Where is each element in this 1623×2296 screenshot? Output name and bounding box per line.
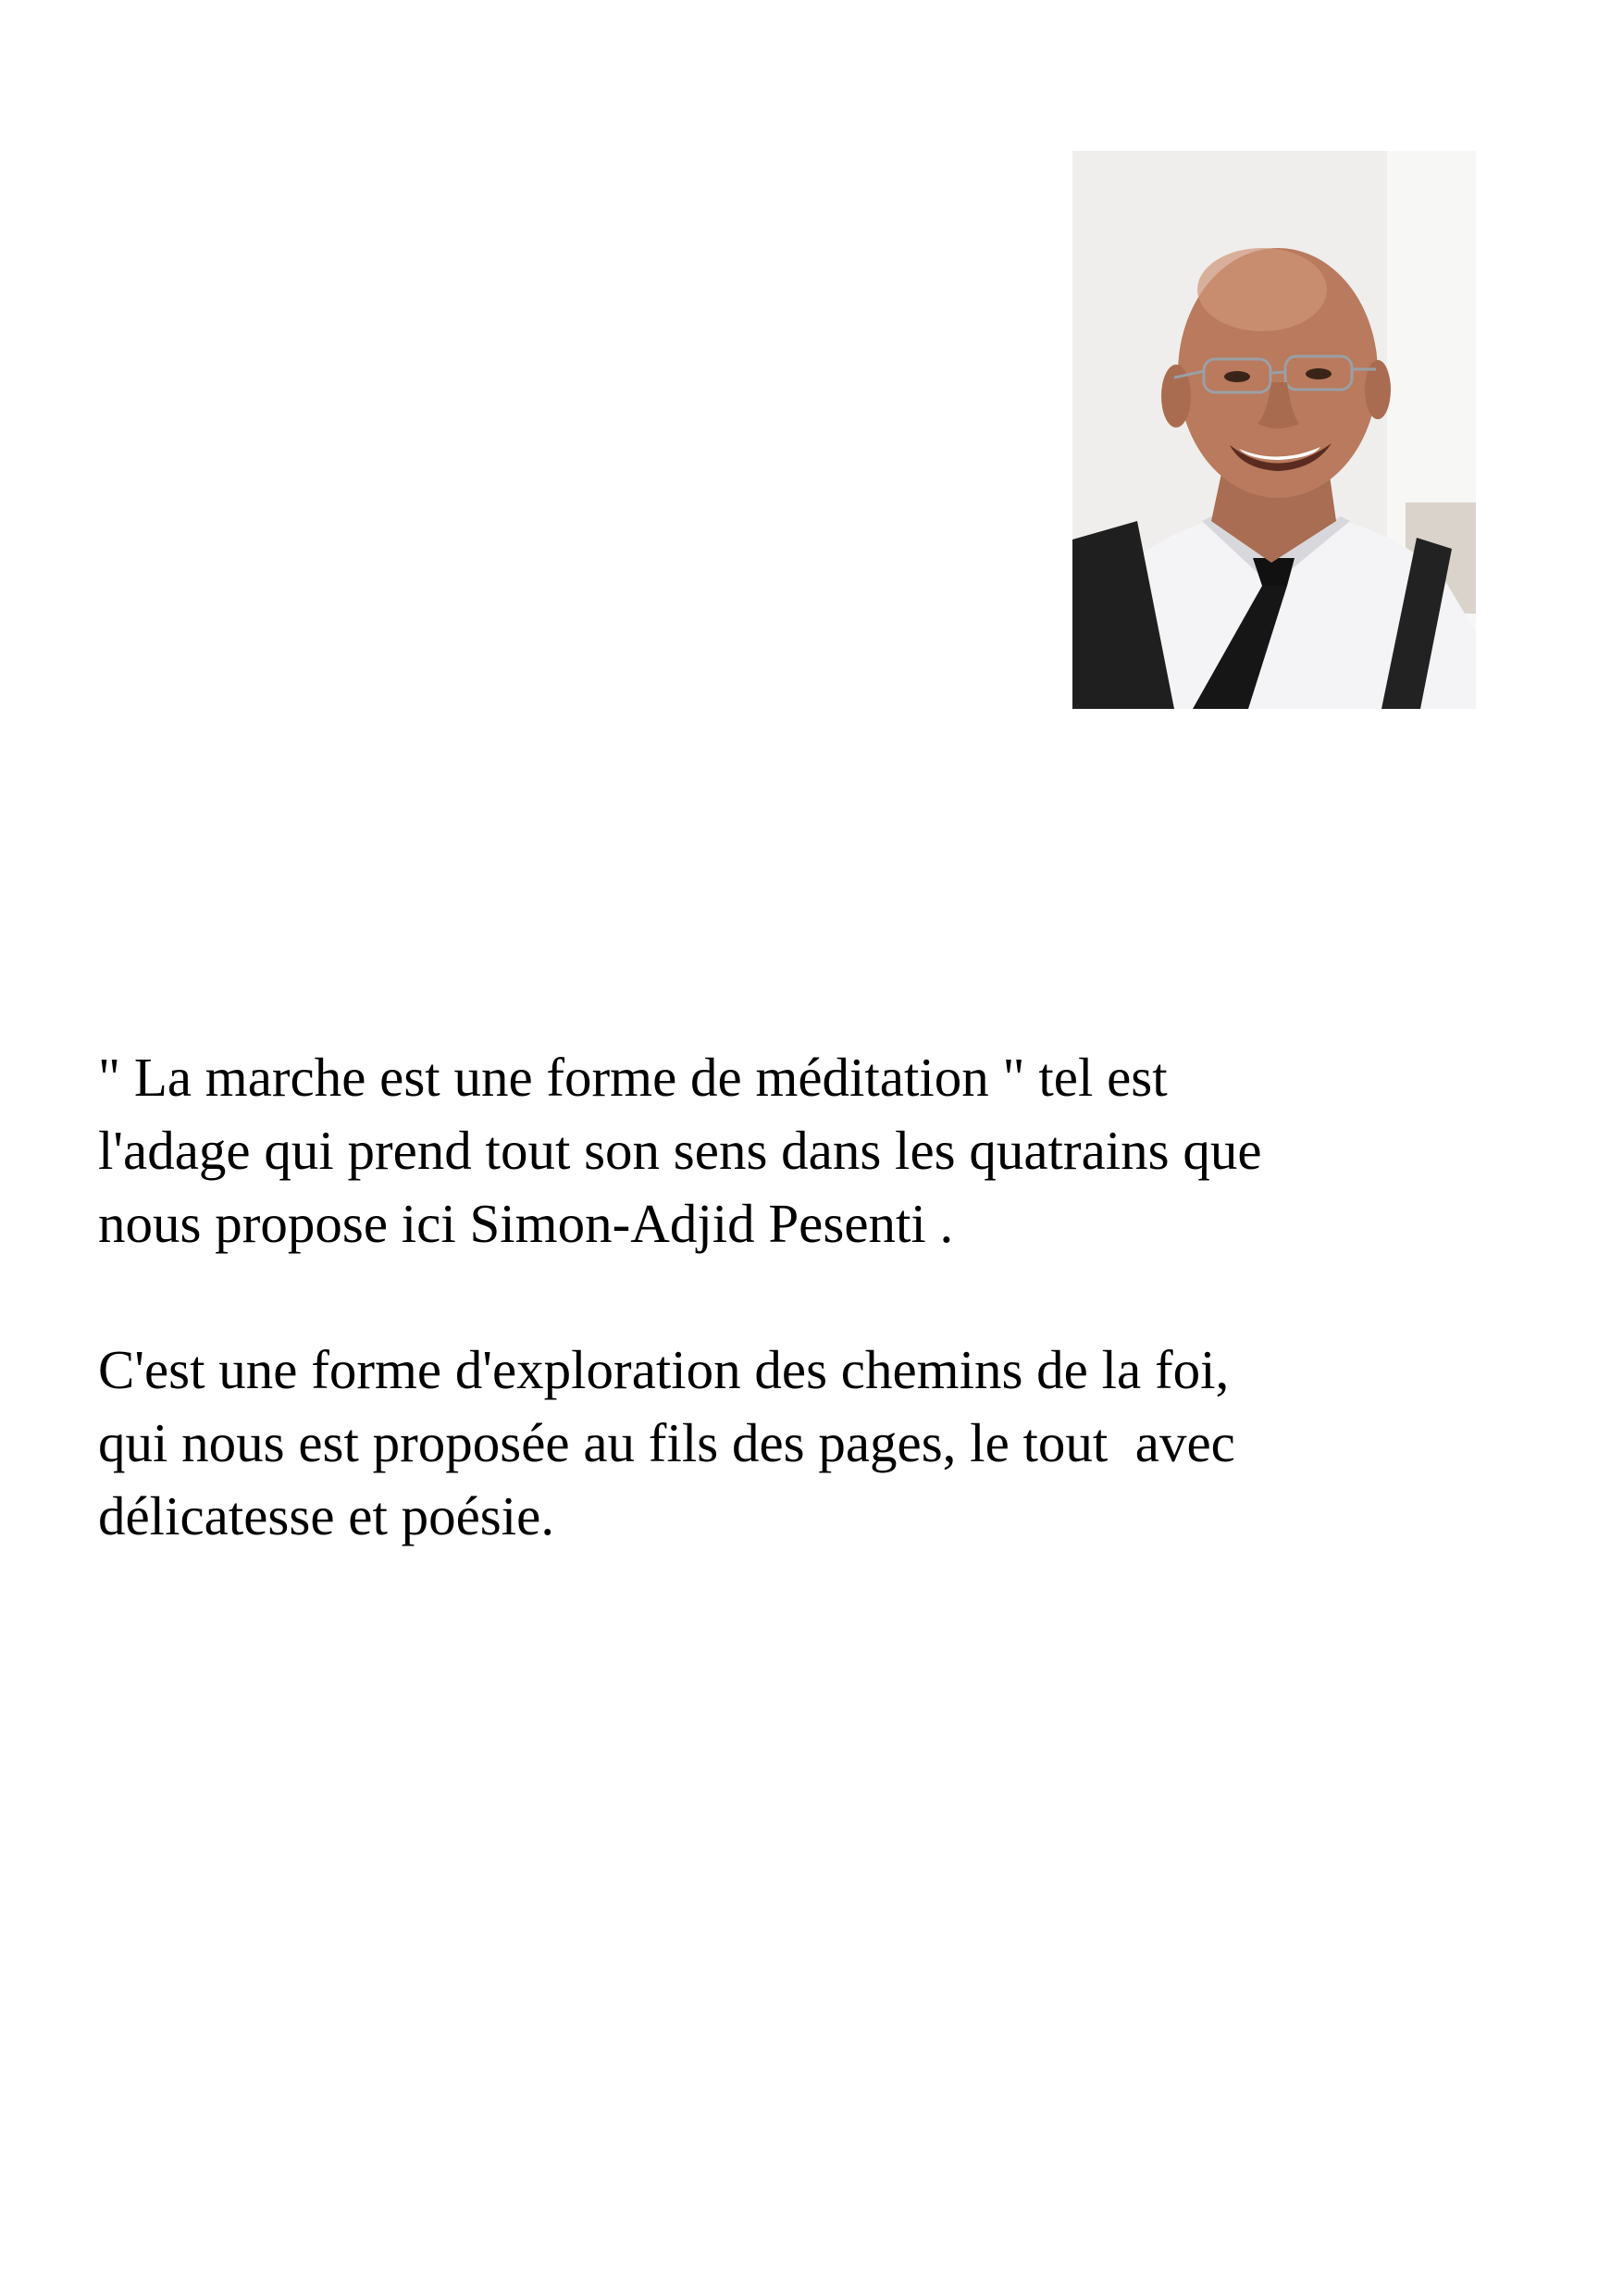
paragraph-line: C'est une forme d'exploration des chemins de la foi,	[98, 1339, 1230, 1400]
paragraph-line: " La marche est une forme de méditation " tel est	[98, 1047, 1168, 1108]
description-text	[98, 1041, 1486, 1553]
paragraph-line: nous propose ici Simon-Adjid Pesenti .	[98, 1193, 954, 1254]
paragraph-2	[98, 1334, 1486, 1553]
portrait-illustration	[1072, 151, 1476, 709]
author-photo	[1072, 151, 1476, 709]
paragraph-line: l'adage qui prend tout son sens dans les quatrains que	[98, 1120, 1262, 1181]
paragraph-line: qui nous est proposée au fils des pages, le tout avec	[98, 1412, 1235, 1473]
paragraph-line: délicatesse et poésie.	[98, 1485, 555, 1546]
paragraph-1	[98, 1041, 1486, 1260]
